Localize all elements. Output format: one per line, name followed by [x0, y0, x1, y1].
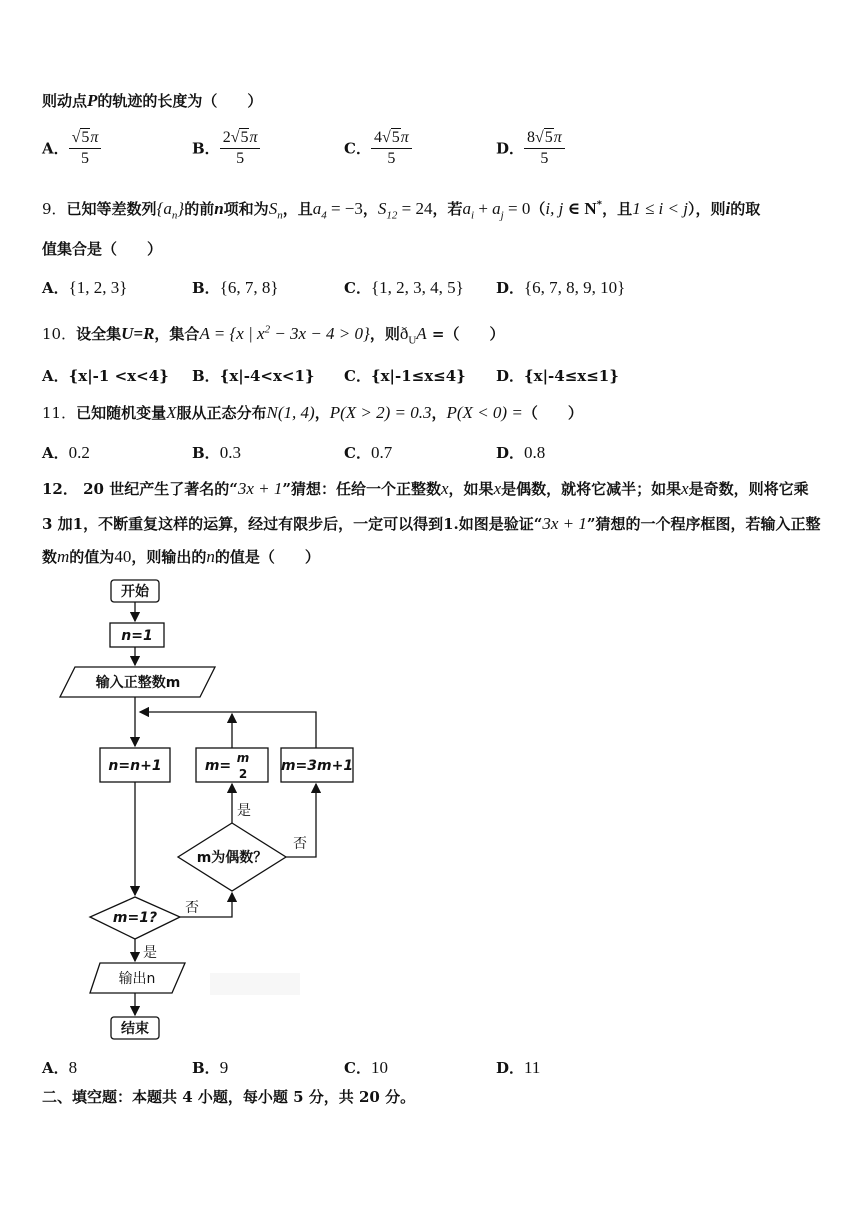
option-label: D． — [496, 1059, 525, 1077]
option-label: A． — [42, 279, 69, 297]
q9-text: 已知等差数列 — [66, 200, 157, 218]
option-label: B． — [192, 444, 220, 462]
option-value: 8 — [68, 1058, 78, 1077]
q10-text3: ，则 — [369, 325, 400, 343]
q12-x2: x — [493, 479, 502, 498]
flow-output-label: 输出n — [118, 971, 156, 987]
option-label: D． — [496, 367, 525, 385]
option-a — [42, 365, 169, 386]
q9-cond1 — [312, 199, 363, 222]
fraction-denominator: 5 — [81, 150, 90, 167]
option-c — [344, 1057, 388, 1078]
q12-m: m — [57, 547, 70, 566]
q12-value: 40 — [114, 547, 132, 566]
option-value: 0.7 — [370, 443, 393, 462]
q10-text2: ，集合 — [154, 325, 200, 343]
q9-cond3-bsub: j — [500, 209, 504, 222]
flow-end-label: 结束 — [121, 1021, 149, 1037]
option-value: {1, 2, 3} — [68, 278, 128, 297]
option-d — [496, 128, 565, 168]
fraction-numerator: 8√5π — [524, 128, 565, 149]
option-c — [344, 365, 466, 386]
q12-text-b: ”猜想：任给一个正整数 — [282, 480, 441, 498]
flow-half-den: 2 — [238, 767, 248, 781]
option-fraction — [524, 128, 565, 168]
q11-x: X — [166, 403, 177, 422]
option-d — [496, 442, 545, 463]
q10-stem — [42, 323, 504, 346]
option-label: A． — [42, 367, 69, 385]
q11-text4: ， — [431, 404, 447, 422]
option-a — [42, 277, 127, 298]
q8-var: P — [87, 91, 98, 110]
option-b — [192, 128, 260, 168]
flow-half-lhs: m= — [204, 758, 232, 774]
q12-n: n — [206, 547, 215, 566]
q10-complement — [399, 324, 427, 347]
q10-text: 设全集 — [76, 325, 122, 343]
q9-cond3-a: a — [462, 199, 472, 218]
option-label: B． — [192, 1059, 220, 1077]
flow-init-label: n=1 — [121, 628, 153, 644]
option-label: B． — [192, 279, 220, 297]
option-label: A． — [42, 139, 69, 158]
q10-text4: =（ ） — [426, 325, 505, 343]
q10-set-sq: 2 — [264, 323, 271, 336]
option-a — [42, 442, 90, 463]
option-value: 9 — [219, 1058, 229, 1077]
watermark-smudge — [210, 973, 300, 995]
option-value: {x|-4≤x≤1} — [524, 367, 619, 385]
option-value: 0.3 — [219, 443, 241, 462]
q9-sn — [268, 199, 283, 222]
flow-check-label: m=1? — [112, 910, 158, 926]
q9-text7: （ — [530, 200, 546, 218]
q9-seq — [156, 199, 185, 222]
q12-x1: x — [441, 479, 449, 498]
q12-text-l3b: 的值为 — [69, 548, 115, 566]
option-d — [496, 365, 619, 386]
q9-n: n — [214, 199, 224, 218]
q9-cond1-a: a — [312, 199, 322, 218]
option-value: 11 — [524, 1058, 541, 1077]
option-value: 10 — [370, 1058, 388, 1077]
option-value: {6, 7, 8} — [219, 278, 279, 297]
option-value: 0.8 — [524, 443, 546, 462]
fraction-denominator: 5 — [540, 150, 549, 167]
q12-text-l3d: 的值是（ ） — [214, 548, 320, 566]
q11-p2: P(X < 0) = — [446, 403, 523, 422]
q9-cond3-rhs: = 0 — [503, 199, 531, 218]
q11-text3: ， — [314, 404, 330, 422]
q9-stem — [42, 198, 760, 221]
q12-text-e: 是奇数，则将它乘 — [688, 480, 809, 498]
q9-text5: ， — [362, 200, 378, 218]
option-label: C． — [344, 139, 371, 158]
q12-x3: x — [681, 479, 689, 498]
option-label: D． — [496, 444, 525, 462]
flowchart — [50, 575, 450, 1055]
q11-text2: 服从正态分布 — [176, 404, 267, 422]
q9-cond3-asub: i — [471, 209, 475, 222]
option-c — [344, 277, 464, 298]
flow-yes1-label: 是 — [237, 803, 251, 819]
option-value: {x|-1≤x≤4} — [370, 367, 466, 385]
flow-loop-line — [140, 712, 316, 748]
q9-cond3-op: + — [474, 199, 493, 218]
q12-formula1: 3x + 1 — [237, 479, 283, 498]
q9-cond2-sub: 12 — [386, 209, 398, 222]
option-b — [192, 1057, 228, 1078]
q9-i: i — [725, 199, 731, 218]
q10-set — [199, 324, 369, 343]
q11-text: 已知随机变量 — [76, 404, 167, 422]
q9-cond3 — [462, 199, 531, 222]
q12-text-a: 12． 20 世纪产生了著名的“ — [42, 480, 238, 498]
q9-text6: ，若 — [432, 200, 463, 218]
q12-text-d: 是偶数，就将它减半；如果 — [501, 480, 682, 498]
q12-text-l2b: ”猜想的一个程序框图，若输入正整 — [586, 515, 821, 533]
q12-text-l2a: 3 加1，不断重复这样的运算，经过有限步后，一定可以得到1.如图是验证“ — [42, 515, 543, 533]
q9-seq-sub: n — [171, 209, 178, 222]
option-c — [344, 128, 412, 168]
option-value: {1, 2, 3, 4, 5} — [370, 278, 464, 297]
option-label: D． — [496, 139, 525, 158]
option-fraction — [371, 128, 412, 168]
q12-line2 — [42, 513, 821, 534]
q9-in — [563, 199, 602, 218]
option-label: B． — [192, 139, 220, 158]
q12-text-l3a: 数 — [42, 548, 58, 566]
option-label: C． — [344, 444, 371, 462]
option-b — [192, 365, 315, 386]
q9-cond1-rhs: = −3 — [326, 199, 363, 218]
option-label: C． — [344, 1059, 371, 1077]
q8-stem-text2: 的轨迹的长度为（ ） — [97, 92, 263, 110]
q9-text10: 的取 — [730, 200, 761, 218]
q10-comp-a: A — [416, 324, 427, 343]
flow-inc-label: n=n+1 — [108, 758, 162, 774]
q9-sn-s: S — [268, 199, 278, 218]
q9-cond2-s: S — [377, 199, 387, 218]
q9-ij: i, j — [545, 199, 564, 218]
q12-line3 — [42, 546, 320, 567]
q10-comp-sub: U — [408, 334, 417, 347]
q12-text-c: ，如果 — [448, 480, 494, 498]
q9-text2: 的前 — [184, 200, 215, 218]
option-value: {6, 7, 8, 9, 10} — [524, 278, 626, 297]
option-value: 0.2 — [68, 443, 90, 462]
q11-number: 11． — [42, 404, 77, 422]
q9-cond3-b: a — [492, 199, 501, 218]
fraction-numerator: 4√5π — [371, 128, 412, 149]
q12-line1 — [42, 478, 809, 499]
option-label: C． — [344, 279, 371, 297]
option-d — [496, 1057, 540, 1078]
option-value: {x|-4<x<1} — [219, 367, 315, 385]
fraction-denominator: 5 — [387, 150, 396, 167]
fraction-numerator: √5π — [69, 128, 102, 149]
q11-stem — [42, 402, 583, 423]
q9-cond1-sub: 4 — [321, 209, 327, 222]
q9-seq-end: } — [177, 199, 185, 218]
q9-cond2 — [377, 199, 433, 222]
option-label: A． — [42, 1059, 69, 1077]
q9-ineq: 1 ≤ i < j — [632, 199, 688, 218]
section-heading: 二、填空题：本题共 4 小题，每小题 5 分，共 20 分。 — [42, 1088, 416, 1106]
q10-universe: U=R — [121, 324, 155, 343]
flow-half-num: m — [236, 751, 250, 765]
option-value: {x|-1 <x<4} — [68, 367, 169, 385]
option-a — [42, 1057, 77, 1078]
flow-no1-label: 否 — [293, 836, 307, 852]
q10-set-a: A = {x | x — [199, 324, 265, 343]
option-label: B． — [192, 367, 220, 385]
q10-comp-symbol: ð — [399, 324, 409, 343]
flow-yes2-label: 是 — [143, 945, 157, 961]
q9-sn-sub: n — [277, 209, 283, 222]
q11-dist: N(1, 4) — [266, 403, 315, 422]
q9-seq-a: {a — [156, 199, 172, 218]
q9-star: * — [596, 198, 603, 211]
q9-in-n: ∈ N — [563, 199, 597, 218]
q11-text5: （ ） — [522, 404, 583, 422]
q11-p1: P(X > 2) = 0.3 — [329, 403, 432, 422]
q9-text3: 项和为 — [223, 200, 269, 218]
option-label: A． — [42, 444, 69, 462]
option-b — [192, 442, 241, 463]
flow-input-label: 输入正整数m — [95, 675, 181, 691]
q8-stem-text: 则动点 — [42, 92, 88, 110]
option-fraction — [69, 128, 102, 168]
flow-even-label: m为偶数？ — [196, 850, 268, 866]
fraction-numerator: 2√5π — [220, 128, 261, 149]
option-d — [496, 277, 625, 298]
q8-stem — [42, 90, 262, 111]
flow-start-label: 开始 — [121, 584, 149, 600]
option-c — [344, 442, 392, 463]
q9-cond2-rhs: = 24 — [397, 199, 433, 218]
q9-text8: ，且 — [602, 200, 633, 218]
option-label: C． — [344, 367, 371, 385]
option-label: D． — [496, 279, 525, 297]
q9-number: 9． — [42, 200, 67, 218]
flow-triple-label: m=3m+1 — [280, 758, 354, 774]
q12-formula2: 3x + 1 — [542, 514, 587, 533]
fraction-denominator: 5 — [236, 150, 245, 167]
q9-text4: ，且 — [282, 200, 313, 218]
option-a — [42, 128, 101, 168]
option-fraction — [220, 128, 261, 168]
q9-stem-line2: 值集合是（ ） — [42, 240, 163, 258]
option-b — [192, 277, 279, 298]
q10-number: 10． — [42, 325, 77, 343]
q10-set-rest: − 3x − 4 > 0} — [270, 324, 370, 343]
q12-text-l3c: ，则输出的 — [131, 548, 207, 566]
flow-no2-label: 否 — [185, 900, 199, 916]
q9-text9: ），则 — [687, 200, 726, 218]
